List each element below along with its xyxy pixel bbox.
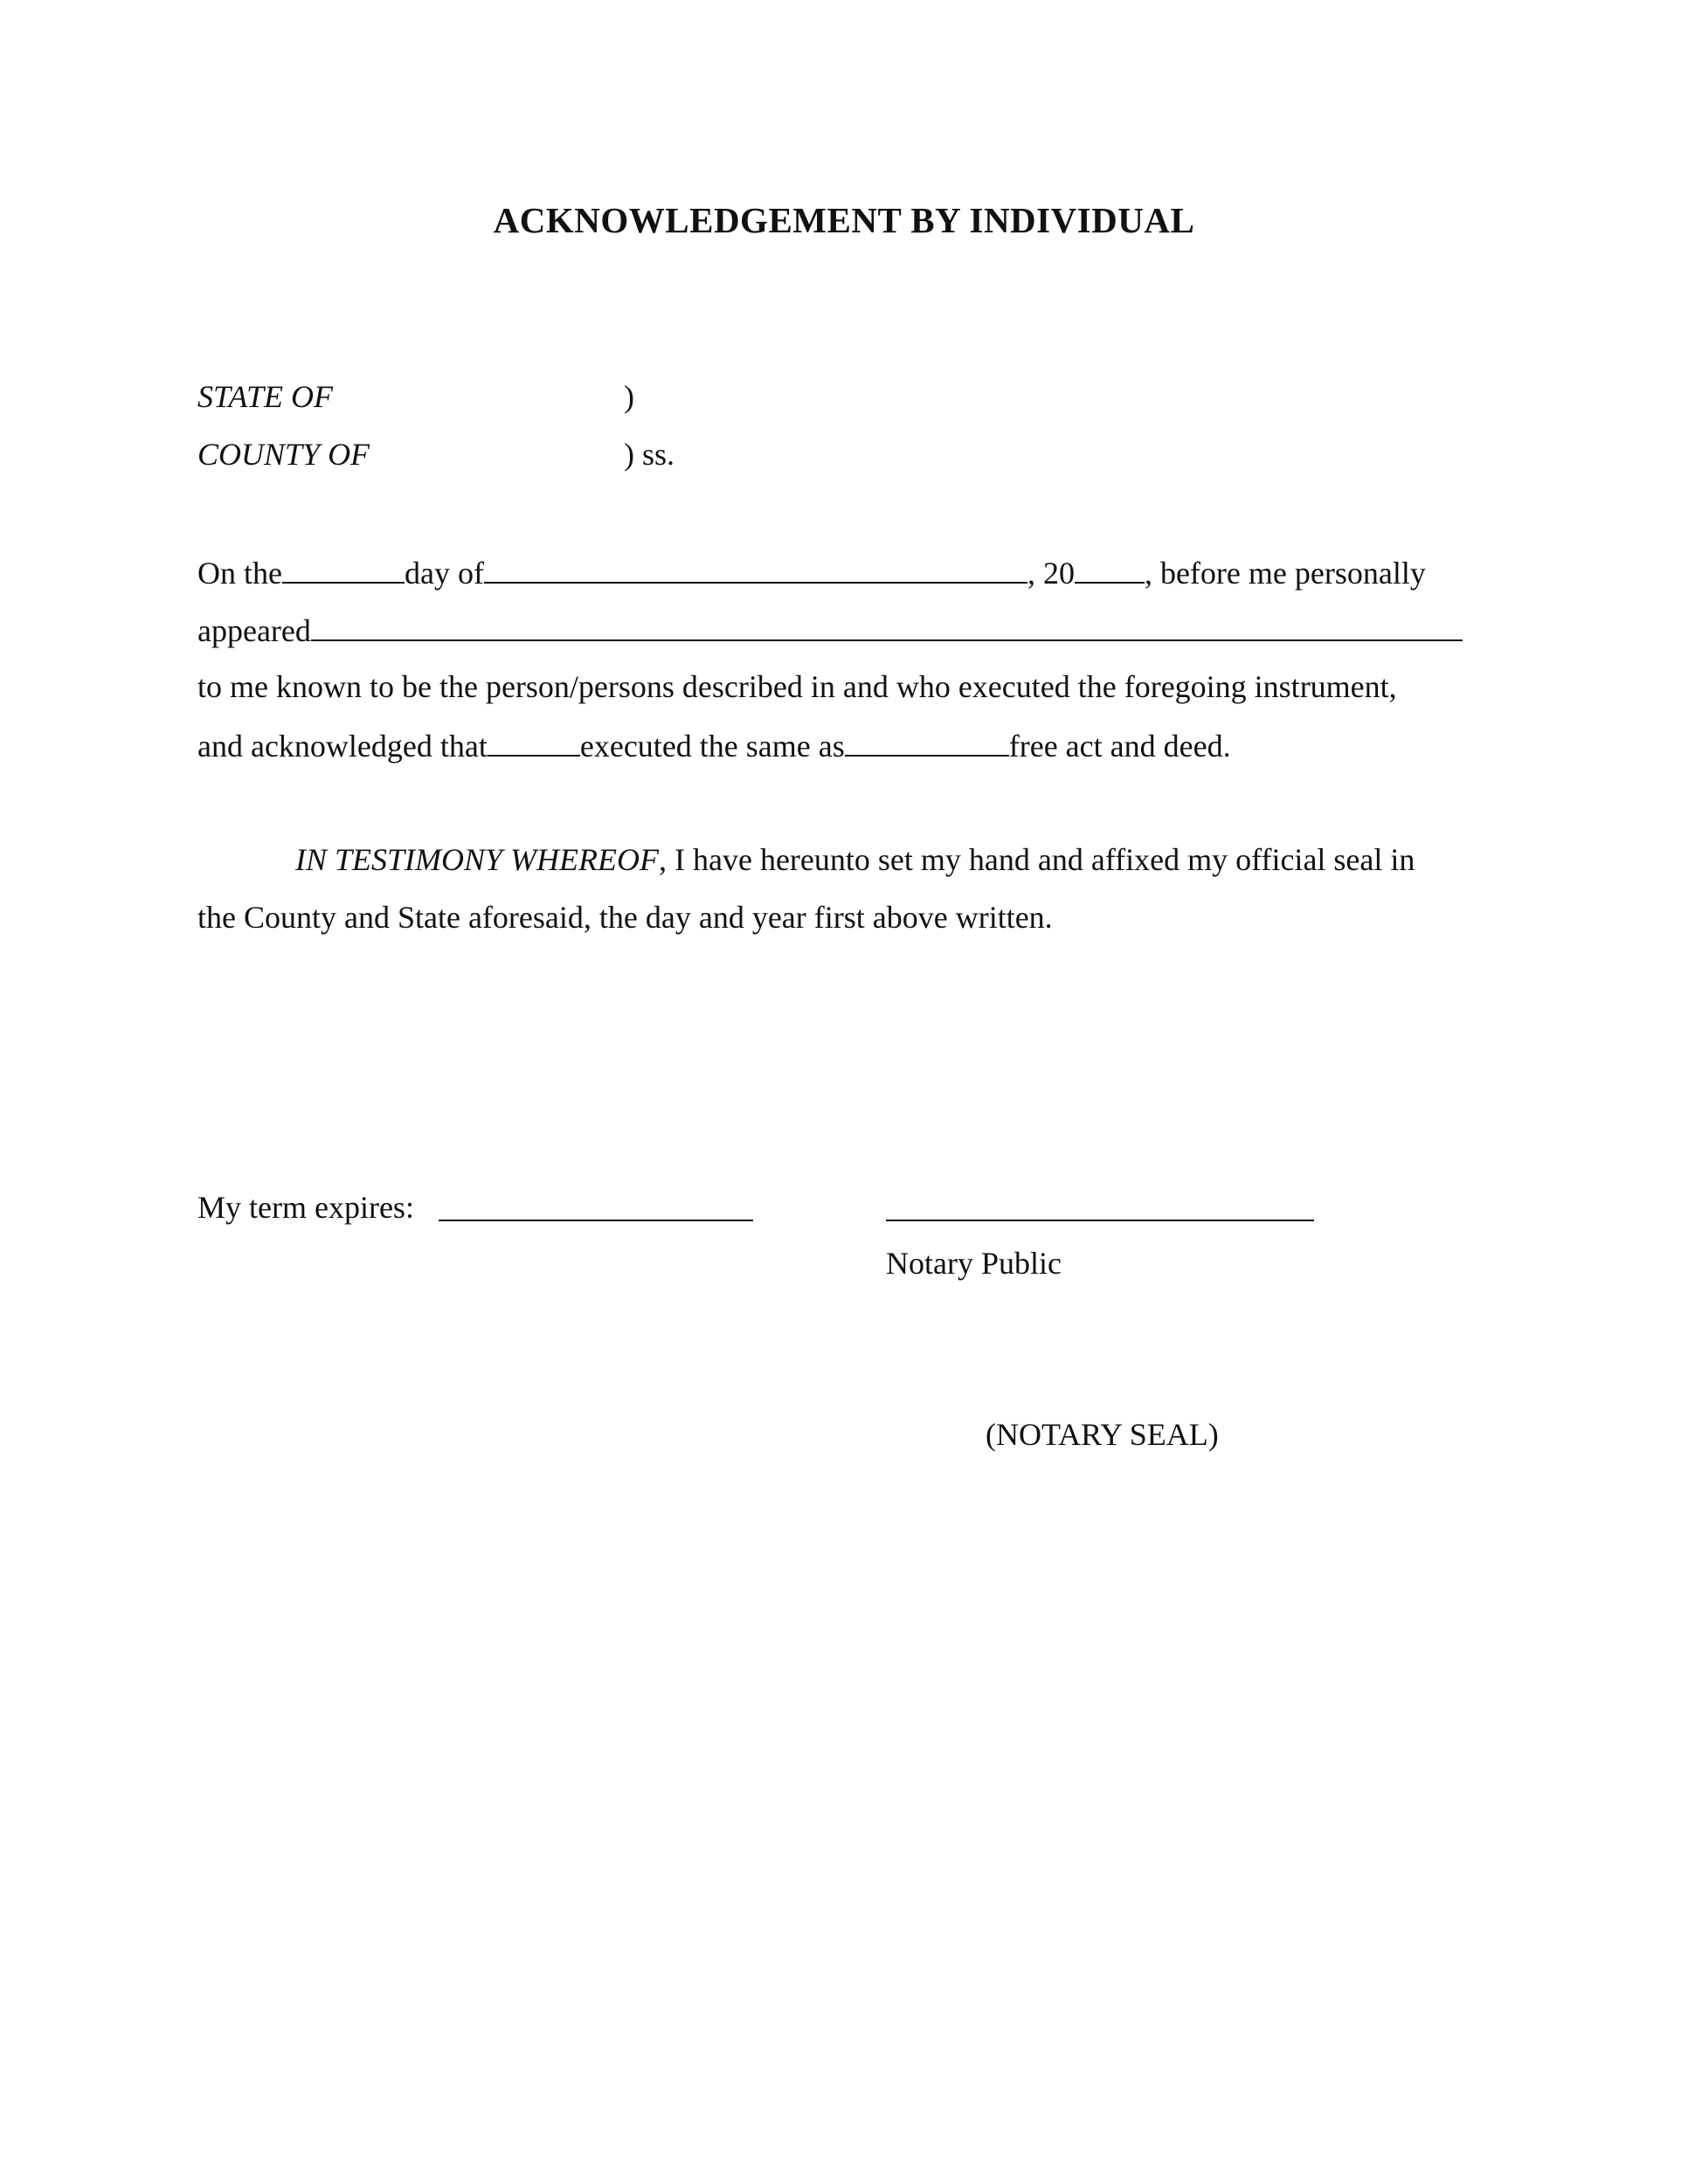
before-me-text: , before me personally [1144,556,1426,591]
term-expires-label: My term expires: [197,1190,414,1225]
term-expires-blank[interactable] [439,1220,753,1221]
on-the-text: On the [197,556,282,591]
testimony-line-1 [295,840,1415,879]
month-blank[interactable] [484,552,1027,584]
testimony-italic-lead: IN TESTIMONY WHEREOF [295,842,659,877]
notary-public-label: Notary Public [886,1246,1062,1281]
document-title: ACKNOWLEDGEMENT BY INDIVIDUAL [493,200,1195,240]
paragraph-line-1 [197,552,1426,592]
year-blank[interactable] [1075,552,1145,584]
county-paren-ss: ) ss. [624,437,675,472]
pronoun-blank[interactable] [488,725,580,757]
day-of-text: day of [404,556,484,591]
county-of-label: COUNTY OF [197,437,370,472]
executed-as-text: executed the same as [579,729,845,764]
day-blank[interactable] [282,552,405,584]
ack-that-text: and acknowledged that [197,729,488,764]
notary-seal-label: (NOTARY SEAL) [986,1417,1219,1452]
paragraph-line-4 [197,725,1231,765]
comma-20-text: , 20 [1027,556,1075,591]
appeared-text: appeared [197,613,311,648]
possessive-blank[interactable] [845,725,1009,757]
state-of-label: STATE OF [197,379,334,414]
paragraph-line-3: to me known to be the person/persons described in and who executed the foregoing instrument, [197,669,1397,704]
testimony-line-2: the County and State aforesaid, the day and year first above written. [197,900,1053,935]
appeared-name-blank[interactable] [311,610,1463,641]
testimony-rest: , I have hereunto set my hand and affixed my official seal in [659,842,1415,877]
paragraph-line-2 [197,610,1463,650]
state-paren: ) [624,379,634,414]
notary-signature-line[interactable] [886,1220,1314,1221]
free-act-text: free act and deed. [1008,729,1231,764]
